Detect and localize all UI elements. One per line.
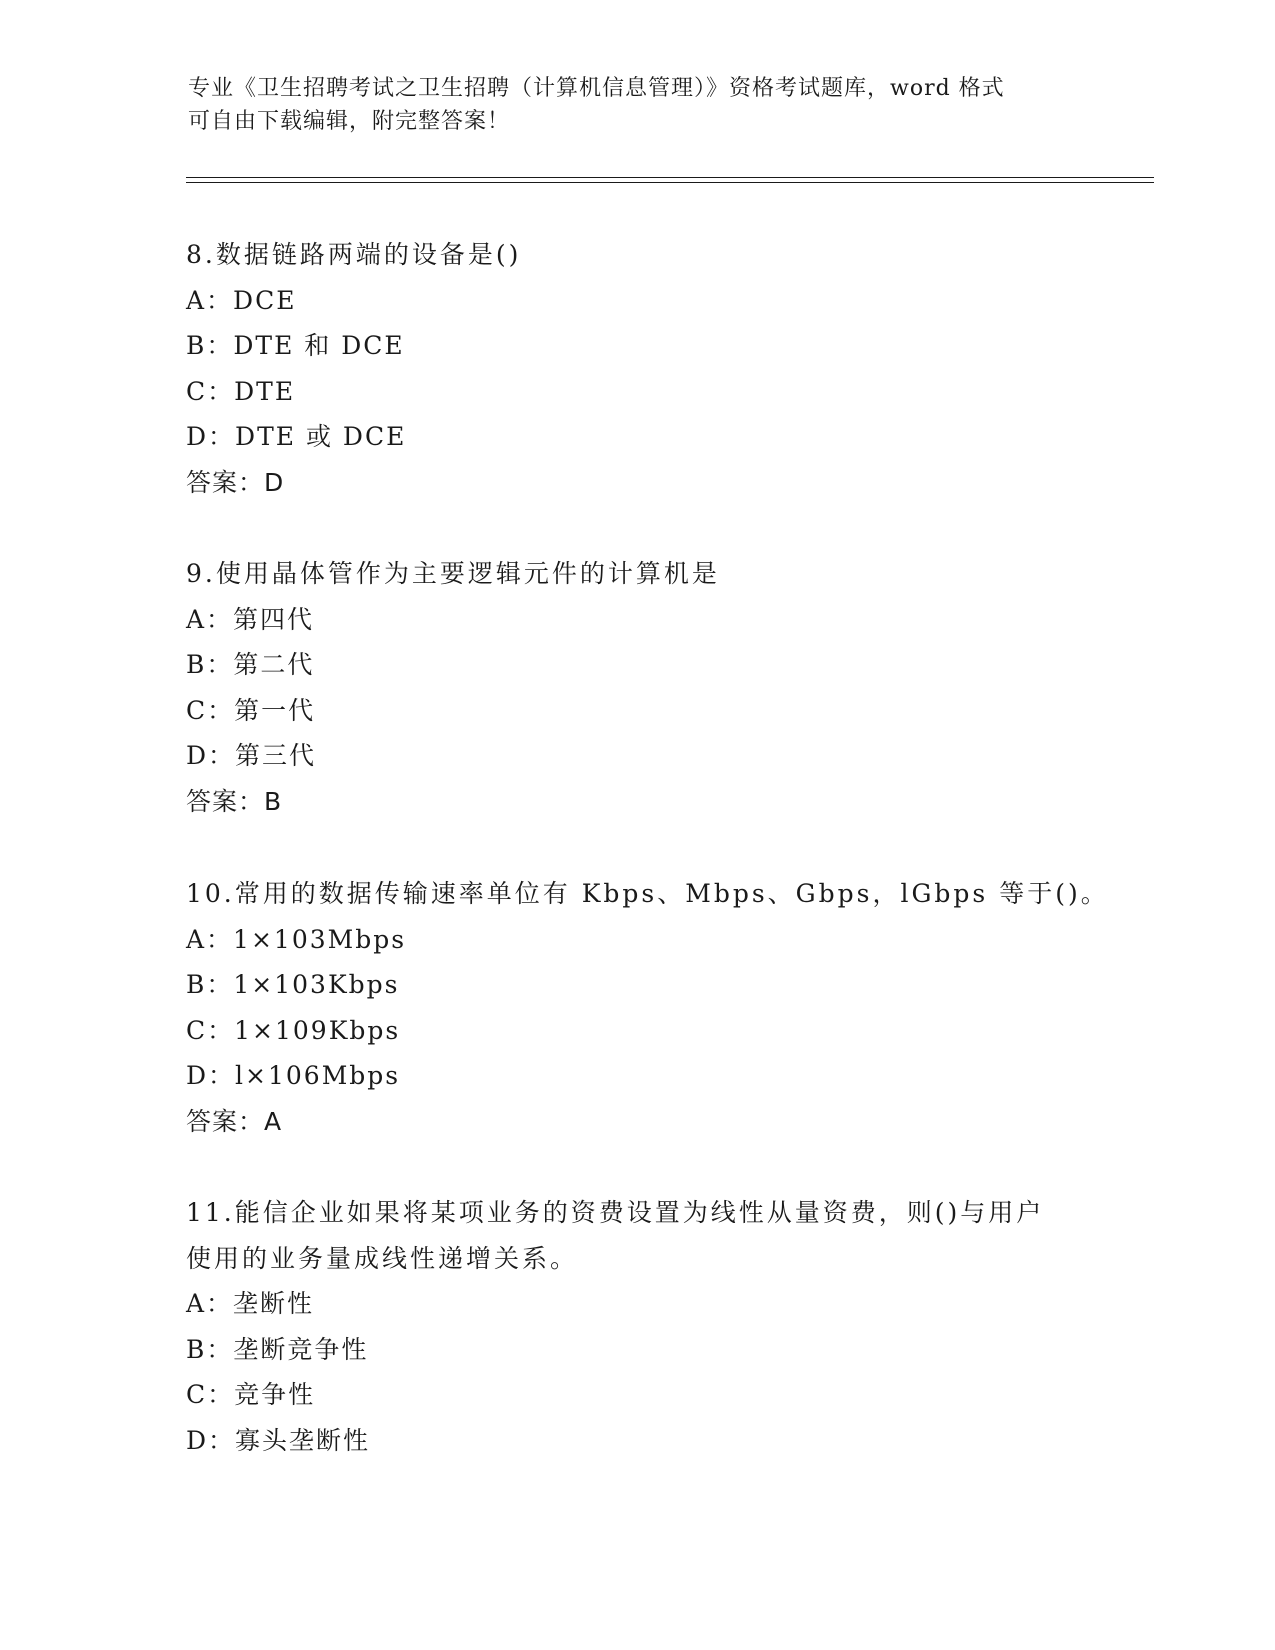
question-9 bbox=[186, 551, 1086, 824]
question-10 bbox=[186, 871, 1109, 1144]
question-11 bbox=[186, 1190, 1086, 1463]
header-divider-top bbox=[186, 177, 1154, 178]
answer-line: 答案：D bbox=[186, 467, 285, 497]
question-stem-line-1: 11.能信企业如果将某项业务的资费设置为线性从量资费，则()与用户 bbox=[186, 1198, 1045, 1227]
question-stem: 8.数据链路两端的设备是() bbox=[186, 240, 522, 269]
option-c: C：第一代 bbox=[186, 695, 316, 725]
option-d: D：DTE 或 DCE bbox=[186, 422, 407, 451]
option-b: B：DTE 和 DCE bbox=[186, 331, 405, 360]
header-line-1: 专业《卫生招聘考试之卫生招聘（计算机信息管理）》资格考试题库，word 格式 bbox=[188, 76, 1005, 101]
option-a: A：DCE bbox=[186, 285, 297, 315]
answer-line: 答案：B bbox=[186, 786, 283, 816]
option-a: A：垄断性 bbox=[186, 1289, 315, 1318]
document-header bbox=[188, 72, 1088, 138]
question-stem: 9.使用晶体管作为主要逻辑元件的计算机是 bbox=[186, 559, 720, 588]
option-b: B：垄断竞争性 bbox=[186, 1334, 369, 1364]
option-c: C：1×109Kbps bbox=[186, 1015, 401, 1045]
option-c: C：竞争性 bbox=[186, 1380, 316, 1409]
option-b: B：1×103Kbps bbox=[186, 970, 400, 999]
question-stem: 10.常用的数据传输速率单位有 Kbps、Mbps、Gbps，lGbps 等于()。 bbox=[186, 879, 1109, 908]
option-d: D：第三代 bbox=[186, 741, 317, 770]
option-d: D：寡头垄断性 bbox=[186, 1425, 371, 1455]
header-line-2: 可自由下载编辑，附完整答案！ bbox=[188, 109, 511, 134]
option-d: D：l×106Mbps bbox=[186, 1061, 401, 1090]
option-a: A：1×103Mbps bbox=[186, 924, 407, 954]
question-stem-line-2: 使用的业务量成线性递增关系。 bbox=[186, 1243, 579, 1273]
option-a: A：第四代 bbox=[186, 604, 315, 634]
question-8 bbox=[186, 232, 1086, 505]
option-b: B：第二代 bbox=[186, 650, 315, 679]
answer-line: 答案：A bbox=[186, 1106, 283, 1136]
header-divider-bottom bbox=[186, 182, 1154, 183]
option-c: C：DTE bbox=[186, 376, 296, 406]
